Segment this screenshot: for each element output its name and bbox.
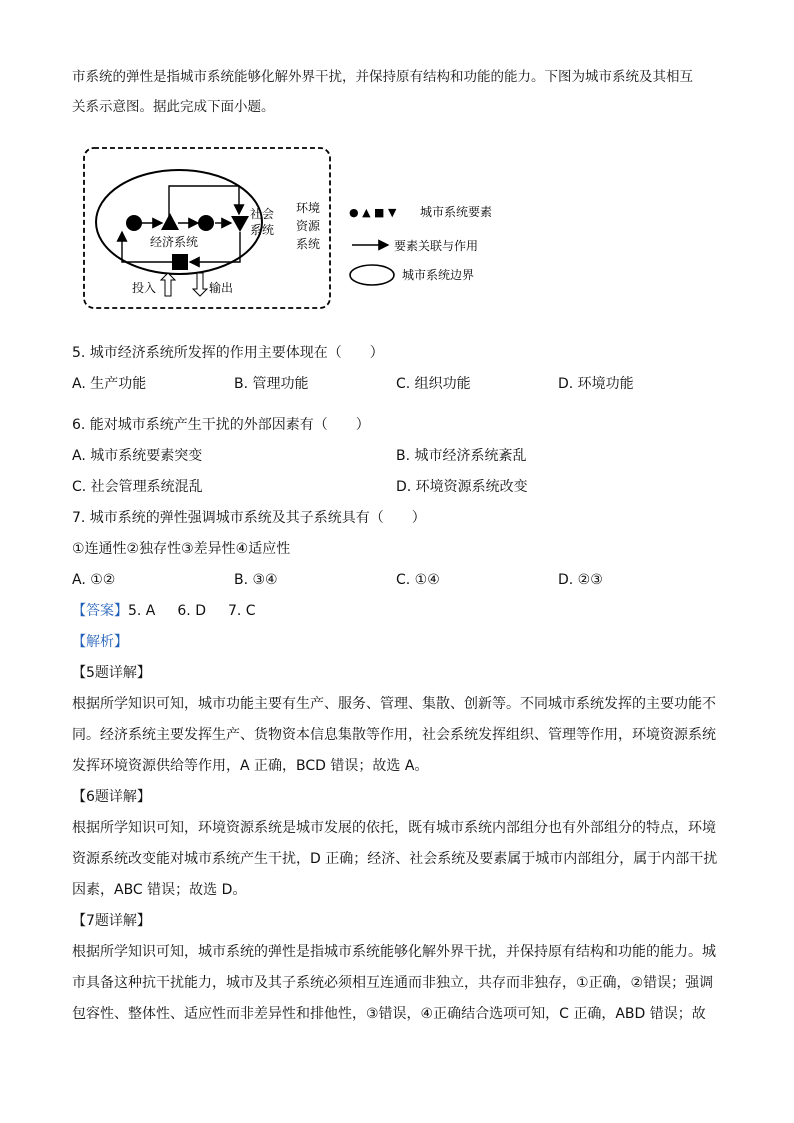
page-content [72, 62, 722, 1030]
answer-7: 7. C [227, 603, 256, 619]
intro-line-2: 关系示意图。据此完成下面小题。 [72, 99, 275, 115]
q7-option-c: C. ①④ [396, 572, 440, 588]
element-triangle [161, 213, 179, 230]
env-label-2: 资源 [296, 219, 321, 233]
q6-options-row-1 [72, 441, 722, 472]
d6-title: 【6题详解】 [72, 789, 151, 805]
answer-line [72, 596, 722, 627]
answer-5: 5. A [128, 603, 156, 619]
q5-option-a: A. 生产功能 [72, 376, 147, 392]
intro-text [72, 62, 722, 122]
q6-option-b: B. 城市经济系统紊乱 [396, 448, 527, 464]
legend-element-symbols: ● ▲ ■ ▼ [349, 206, 397, 219]
d6-line-1: 根据所学知识可知，环境资源系统是城市发展的依托，既有城市系统内部组分也有外部组分的特点，环境 [72, 820, 716, 836]
element-circle-2 [198, 215, 214, 231]
input-label: 投入 [132, 281, 157, 295]
analysis-tag: 【解析】 [72, 634, 128, 650]
element-circle-1 [126, 215, 142, 231]
q7-option-b: B. ③④ [234, 572, 278, 588]
d6-line-3: 因素，ABC 错误；故选 D。 [72, 882, 247, 898]
social-label-2: 系统 [250, 223, 275, 237]
env-label-1: 环境 [296, 201, 321, 215]
social-label-1: 社会 [250, 207, 275, 221]
diagram-svg [72, 132, 512, 312]
env-label-3: 系统 [296, 237, 321, 251]
q6-option-a: A. 城市系统要素突变 [72, 448, 203, 464]
legend-boundary-icon [350, 265, 394, 285]
legend-boundary-label: 城市系统边界 [402, 268, 475, 282]
q6-option-d: D. 环境资源系统改变 [396, 479, 528, 495]
element-inverted-triangle [231, 216, 249, 232]
d5-line-2: 同。经济系统主要发挥生产、货物资本信息集散等作用，社会系统发挥组织、管理等作用，环境资源系统 [72, 727, 716, 743]
q5-option-c: C. 组织功能 [396, 376, 471, 392]
answer-6: 6. D [177, 603, 206, 619]
analysis-line [72, 627, 722, 658]
legend-elements-label: 城市系统要素 [420, 205, 493, 219]
q5-option-d: D. 环境功能 [558, 376, 634, 392]
q7-option-a: A. ①② [72, 572, 116, 588]
d5-title: 【5题详解】 [72, 665, 151, 681]
economic-label: 经济系统 [150, 235, 199, 249]
q5-option-b: B. 管理功能 [234, 376, 309, 392]
output-label: 输出 [209, 281, 234, 295]
q6-option-c: C. 社会管理系统混乱 [72, 479, 203, 495]
d5-line-1: 根据所学知识可知，城市功能主要有生产、服务、管理、集散、创新等。不同城市系统发挥的主要功能不 [72, 696, 716, 712]
q6-options-row-2 [72, 472, 722, 503]
element-square [172, 254, 188, 270]
q5-title: 5. 城市经济系统所发挥的作用主要体现在（ ） [72, 345, 384, 361]
city-system-diagram [72, 132, 722, 328]
d7-line-3: 包容性、整体性、适应性而非差异性和排他性，③错误，④正确结合选项可知，C 正确，ABD 错误；故 [72, 1006, 706, 1022]
d5-line-3: 发挥环境资源供给等作用，A 正确，BCD 错误；故选 A。 [72, 758, 429, 774]
intro-line-1: 市系统的弹性是指城市系统能够化解外界干扰，并保持原有结构和功能的能力。下图为城市系统及其相互 [72, 69, 693, 85]
input-arrow-icon [161, 273, 175, 296]
q7-option-d: D. ②③ [558, 572, 603, 588]
legend-arrow-label: 要素关联与作用 [394, 239, 479, 253]
q6-title: 6. 能对城市系统产生干扰的外部因素有（ ） [72, 417, 370, 433]
answer-tag: 【答案】 [72, 603, 128, 619]
d7-line-1: 根据所学知识可知，城市系统的弹性是指城市系统能够化解外界干扰，并保持原有结构和功能的能力。城 [72, 944, 716, 960]
q7-title: 7. 城市系统的弹性强调城市系统及其子系统具有（ ） [72, 510, 426, 526]
output-arrow-icon [193, 273, 207, 296]
q5-options [72, 369, 722, 400]
d7-title: 【7题详解】 [72, 913, 151, 929]
q7-options [72, 565, 722, 596]
q7-items: ①连通性②独存性③差异性④适应性 [72, 541, 291, 557]
d6-line-2: 资源系统改变能对城市系统产生干扰，D 正确；经济、社会系统及要素属于城市内部组分，属于内部干扰 [72, 851, 718, 867]
d7-line-2: 市具备这种抗干扰能力，城市及其子系统必须相互连通而非独立，共存而非独存，①正确，②错误；强调 [72, 975, 714, 991]
